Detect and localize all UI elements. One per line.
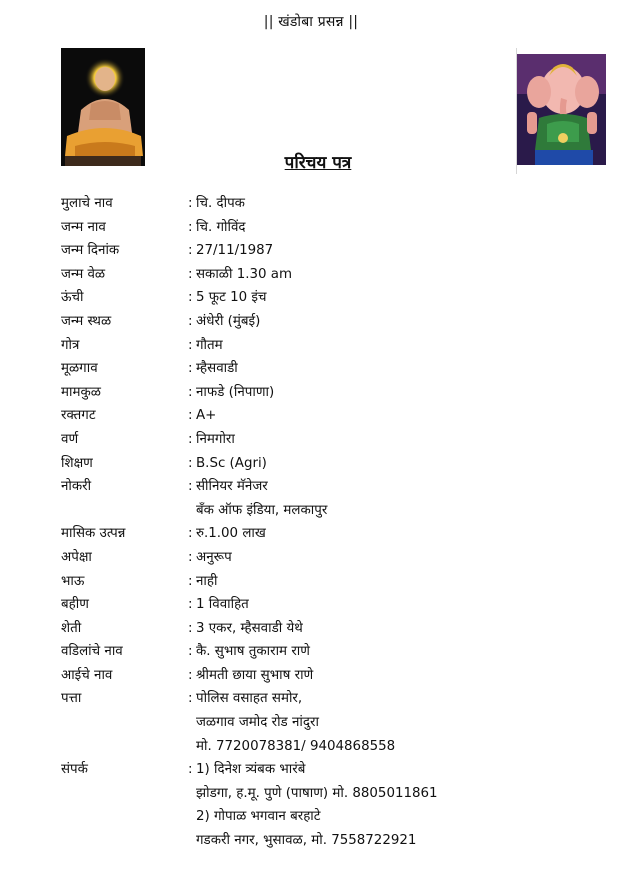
detail-label: शेती bbox=[61, 620, 82, 636]
ganesha-photo bbox=[517, 54, 606, 165]
detail-colon: : bbox=[188, 196, 193, 211]
saint-illustration bbox=[61, 48, 145, 166]
detail-value: 3 एकर, म्हैसवाडी येथे bbox=[196, 620, 303, 636]
detail-row-birth-time bbox=[61, 263, 581, 287]
detail-label: अपेक्षा bbox=[61, 549, 92, 565]
detail-colon: : bbox=[188, 219, 193, 235]
detail-colon: : bbox=[188, 573, 193, 589]
detail-row-birth-place bbox=[61, 310, 581, 334]
detail-value: बँक ऑफ इंडिया, मलकापुर bbox=[196, 502, 328, 518]
detail-label: बहीण bbox=[61, 597, 89, 613]
detail-row-mother-name bbox=[61, 664, 581, 688]
detail-colon: : bbox=[188, 667, 193, 683]
detail-value: मो. 7720078381/ 9404868558 bbox=[196, 738, 396, 754]
detail-label: जन्म स्थळ bbox=[61, 313, 112, 329]
detail-value: B.Sc (Agri) bbox=[196, 455, 267, 471]
detail-colon: : bbox=[188, 266, 193, 282]
detail-row-maternal-family bbox=[61, 381, 581, 405]
detail-row-contact-line4 bbox=[61, 829, 581, 853]
detail-label: जन्म नाव bbox=[61, 219, 106, 235]
detail-list bbox=[61, 192, 581, 853]
detail-colon: : bbox=[188, 644, 193, 660]
detail-label: नोकरी bbox=[61, 479, 92, 495]
detail-value: झोडगा, ह.मू. पुणे (पाषाण) मो. 8805011861 bbox=[196, 785, 438, 801]
detail-value: सकाळी 1.30 am bbox=[196, 266, 293, 282]
detail-colon: : bbox=[188, 762, 193, 778]
detail-value: 1) दिनेश त्र्यंबक भारंबे bbox=[196, 762, 306, 778]
detail-row-father-name bbox=[61, 640, 581, 664]
detail-label: मामकुळ bbox=[61, 384, 101, 400]
detail-label: मुलाचे नाव bbox=[61, 196, 113, 211]
detail-row-farm bbox=[61, 617, 581, 641]
detail-row-job bbox=[61, 475, 581, 499]
detail-row-address bbox=[61, 687, 581, 711]
detail-row-height bbox=[61, 286, 581, 310]
header-blessing: || खंडोबा प्रसन्न || bbox=[263, 14, 359, 30]
detail-label: आईचे नाव bbox=[61, 667, 113, 683]
detail-row-brother bbox=[61, 570, 581, 594]
detail-row-contact-line3 bbox=[61, 805, 581, 829]
saint-photo bbox=[61, 48, 145, 166]
detail-label: संपर्क bbox=[61, 762, 88, 778]
detail-label: शिक्षण bbox=[61, 455, 93, 471]
detail-value: पोलिस वसाहत समोर, bbox=[196, 691, 303, 707]
detail-label: वडिलांचे नाव bbox=[61, 644, 123, 660]
detail-value: जळगाव जमोद रोड नांदुरा bbox=[196, 715, 319, 731]
detail-label: मूळगाव bbox=[61, 361, 98, 377]
detail-colon: : bbox=[188, 620, 193, 636]
detail-label: पत्ता bbox=[61, 691, 82, 707]
detail-row-complexion bbox=[61, 428, 581, 452]
document-title: परिचय पत्र bbox=[284, 153, 352, 173]
detail-value: गडकरी नगर, भुसावळ, मो. 7558722921 bbox=[196, 833, 417, 849]
detail-value: 27/11/1987 bbox=[196, 243, 274, 259]
detail-value: श्रीमती छाया सुभाष राणे bbox=[196, 667, 314, 683]
detail-row-boy-name bbox=[61, 192, 581, 216]
detail-value: 5 फूट 10 इंच bbox=[196, 290, 267, 306]
detail-colon: : bbox=[188, 526, 193, 542]
detail-row-address-phone bbox=[61, 735, 581, 759]
detail-colon: : bbox=[188, 243, 193, 259]
detail-value: कै. सुभाष तुकाराम राणे bbox=[196, 644, 310, 660]
detail-colon: : bbox=[188, 337, 193, 353]
detail-colon: : bbox=[188, 455, 193, 471]
detail-row-education bbox=[61, 452, 581, 476]
detail-label: रक्तगट bbox=[61, 408, 96, 424]
detail-colon: : bbox=[188, 479, 193, 495]
detail-colon: : bbox=[188, 549, 193, 565]
detail-value: म्हैसवाडी bbox=[196, 361, 238, 377]
detail-colon: : bbox=[188, 313, 193, 329]
detail-label: गोत्र bbox=[61, 337, 80, 353]
detail-value: 1 विवाहित bbox=[196, 597, 249, 613]
detail-label: मासिक उत्पन्न bbox=[61, 526, 126, 542]
detail-value: A+ bbox=[196, 408, 217, 424]
detail-row-blood-group bbox=[61, 404, 581, 428]
detail-colon: : bbox=[188, 361, 193, 377]
detail-row-expectation bbox=[61, 546, 581, 570]
detail-label: भाऊ bbox=[61, 573, 85, 589]
detail-value: 2) गोपाळ भगवान बरहाटे bbox=[196, 809, 321, 825]
detail-value: चि. दीपक bbox=[196, 196, 245, 211]
detail-row-address-line2 bbox=[61, 711, 581, 735]
detail-value: नाफडे (निपाणा) bbox=[196, 384, 275, 400]
detail-colon: : bbox=[188, 408, 193, 424]
detail-label: ऊंची bbox=[61, 290, 84, 306]
detail-value: अंधेरी (मुंबई) bbox=[196, 313, 261, 329]
detail-colon: : bbox=[188, 431, 193, 447]
detail-row-native-village bbox=[61, 357, 581, 381]
detail-row-monthly-income bbox=[61, 522, 581, 546]
detail-colon: : bbox=[188, 691, 193, 707]
detail-label: जन्म दिनांक bbox=[61, 243, 120, 259]
detail-label: वर्ण bbox=[61, 431, 79, 447]
detail-row-sister bbox=[61, 593, 581, 617]
detail-row-contact-line2 bbox=[61, 782, 581, 806]
detail-label: जन्म वेळ bbox=[61, 266, 106, 282]
detail-value: नाही bbox=[196, 573, 218, 589]
detail-value: चि. गोविंद bbox=[196, 219, 246, 235]
detail-colon: : bbox=[188, 384, 193, 400]
detail-colon: : bbox=[188, 597, 193, 613]
detail-row-job-continued bbox=[61, 499, 581, 523]
detail-value: अनुरूप bbox=[196, 549, 232, 565]
detail-row-birth-date bbox=[61, 239, 581, 263]
detail-value: सीनियर मॅनेजर bbox=[196, 479, 268, 495]
detail-row-birth-name bbox=[61, 216, 581, 240]
detail-row-gotra bbox=[61, 334, 581, 358]
detail-value: रु.1.00 लाख bbox=[196, 526, 266, 542]
detail-colon: : bbox=[188, 290, 193, 306]
ganesha-illustration bbox=[517, 54, 606, 165]
detail-value: निमगोरा bbox=[196, 431, 235, 447]
detail-row-contact bbox=[61, 758, 581, 782]
detail-value: गौतम bbox=[196, 337, 223, 353]
